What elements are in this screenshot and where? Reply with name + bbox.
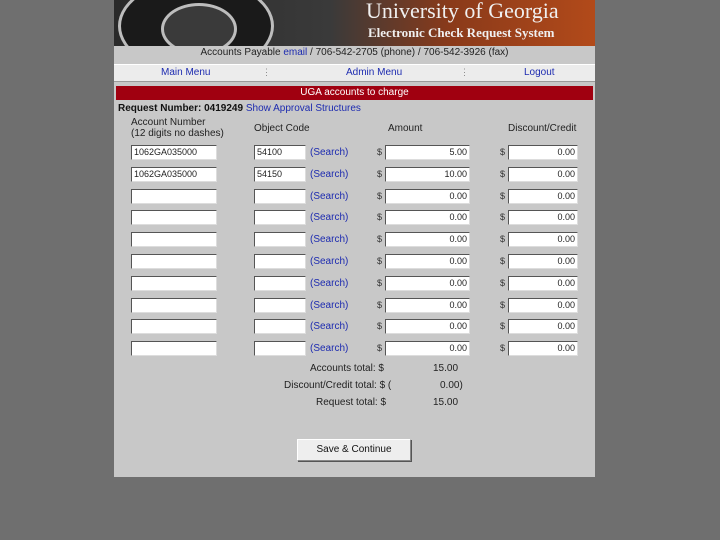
dollar-sign: $ (377, 191, 383, 201)
dollar-sign: $ (500, 300, 506, 310)
uga-g-logo-icon (118, 0, 274, 46)
logout-link[interactable]: Logout (524, 67, 555, 78)
object-code-input[interactable] (254, 210, 306, 225)
object-code-input[interactable] (254, 276, 306, 291)
amount-input[interactable]: 0.00 (385, 319, 470, 334)
dollar-sign: $ (500, 343, 506, 353)
contact-line: Accounts Payable email / 706-542-2705 (phone) / 706-542-3926 (fax) (200, 47, 509, 58)
page-frame (114, 0, 595, 477)
account-number-input[interactable] (131, 189, 217, 204)
discount-credit-input[interactable]: 0.00 (508, 210, 578, 225)
amount-input[interactable]: 0.00 (385, 232, 470, 247)
system-title: Electronic Check Request System (368, 25, 555, 40)
search-link[interactable]: (Search) (310, 169, 349, 180)
account-number-input[interactable] (131, 298, 217, 313)
discount-credit-input[interactable]: 0.00 (508, 145, 578, 160)
dollar-sign: $ (500, 256, 506, 266)
dollar-sign: $ (500, 212, 506, 222)
dollar-sign: $ (377, 169, 383, 179)
dollar-sign: $ (500, 147, 506, 157)
account-number-input[interactable] (131, 232, 217, 247)
account-number-input[interactable]: 1062GA035000 (131, 167, 217, 182)
dollar-sign: $ (377, 256, 383, 266)
object-code-input[interactable] (254, 254, 306, 269)
amount-input[interactable]: 0.00 (385, 276, 470, 291)
dollar-sign: $ (500, 278, 506, 288)
dollar-sign: $ (377, 321, 383, 331)
discount-credit-header: Discount/Credit (508, 123, 577, 134)
discount-credit-input[interactable]: 0.00 (508, 341, 578, 356)
nav-separator: ⋮ (460, 67, 469, 77)
search-link[interactable]: (Search) (310, 191, 349, 202)
account-number-input[interactable] (131, 319, 217, 334)
request-total-label: Request total: $ (316, 397, 387, 408)
object-code-input[interactable]: 54150 (254, 167, 306, 182)
dollar-sign: $ (377, 343, 383, 353)
amount-input[interactable]: 0.00 (385, 189, 470, 204)
email-link[interactable]: email (283, 47, 308, 58)
accounts-total-value: 15.00 (433, 363, 459, 374)
section-title-bar: UGA accounts to charge (116, 86, 593, 100)
request-total-value: 15.00 (433, 397, 459, 408)
university-title: University of Georgia (366, 0, 559, 23)
discount-credit-input[interactable]: 0.00 (508, 298, 578, 313)
dollar-sign: $ (377, 147, 383, 157)
object-code-input[interactable] (254, 298, 306, 313)
discount-credit-input[interactable]: 0.00 (508, 167, 578, 182)
object-code-input[interactable] (254, 341, 306, 356)
nav-bar (114, 64, 595, 82)
account-number-input[interactable] (131, 254, 217, 269)
object-code-input[interactable]: 54100 (254, 145, 306, 160)
account-number-input[interactable] (131, 341, 217, 356)
object-code-input[interactable] (254, 189, 306, 204)
dollar-sign: $ (500, 321, 506, 331)
object-code-input[interactable] (254, 232, 306, 247)
search-link[interactable]: (Search) (310, 212, 349, 223)
amount-input[interactable]: 0.00 (385, 210, 470, 225)
amount-input[interactable]: 0.00 (385, 341, 470, 356)
amount-input[interactable]: 0.00 (385, 298, 470, 313)
dollar-sign: $ (500, 234, 506, 244)
object-code-header: Object Code (254, 123, 310, 134)
search-link[interactable]: (Search) (310, 256, 349, 267)
amount-input[interactable]: 0.00 (385, 254, 470, 269)
discount-credit-input[interactable]: 0.00 (508, 319, 578, 334)
discount-total-value: 0.00) (440, 380, 463, 391)
account-number-input[interactable] (131, 276, 217, 291)
admin-menu-link[interactable]: Admin Menu (346, 67, 403, 78)
request-number-line (118, 103, 361, 114)
account-number-input[interactable] (131, 210, 217, 225)
discount-total-label: Discount/Credit total: $ ( (284, 380, 392, 391)
dollar-sign: $ (377, 278, 383, 288)
dollar-sign: $ (377, 234, 383, 244)
search-link[interactable]: (Search) (310, 147, 349, 158)
save-continue-button[interactable]: Save & Continue (297, 439, 411, 461)
dollar-sign: $ (377, 212, 383, 222)
show-approval-structures-link[interactable]: Show Approval Structures (245, 103, 361, 114)
search-link[interactable]: (Search) (310, 343, 349, 354)
amount-input[interactable]: 10.00 (385, 167, 470, 182)
main-menu-link[interactable]: Main Menu (161, 67, 211, 78)
header-banner (114, 0, 595, 46)
object-code-input[interactable] (254, 319, 306, 334)
dollar-sign: $ (500, 169, 506, 179)
discount-credit-input[interactable]: 0.00 (508, 232, 578, 247)
account-number-input[interactable]: 1062GA035000 (131, 145, 217, 160)
amount-header: Amount (388, 123, 423, 134)
accounts-total-label: Accounts total: $ (310, 363, 384, 374)
amount-input[interactable]: 5.00 (385, 145, 470, 160)
discount-credit-input[interactable]: 0.00 (508, 276, 578, 291)
search-link[interactable]: (Search) (310, 321, 349, 332)
discount-credit-input[interactable]: 0.00 (508, 189, 578, 204)
search-link[interactable]: (Search) (310, 234, 349, 245)
request-number: Request Number: 0419249 (118, 103, 244, 114)
nav-separator: ⋮ (262, 67, 271, 77)
discount-credit-input[interactable]: 0.00 (508, 254, 578, 269)
search-link[interactable]: (Search) (310, 278, 349, 289)
dollar-sign: $ (377, 300, 383, 310)
search-link[interactable]: (Search) (310, 300, 349, 311)
dollar-sign: $ (500, 191, 506, 201)
account-number-header: Account Number (12 digits no dashes) (131, 117, 224, 139)
